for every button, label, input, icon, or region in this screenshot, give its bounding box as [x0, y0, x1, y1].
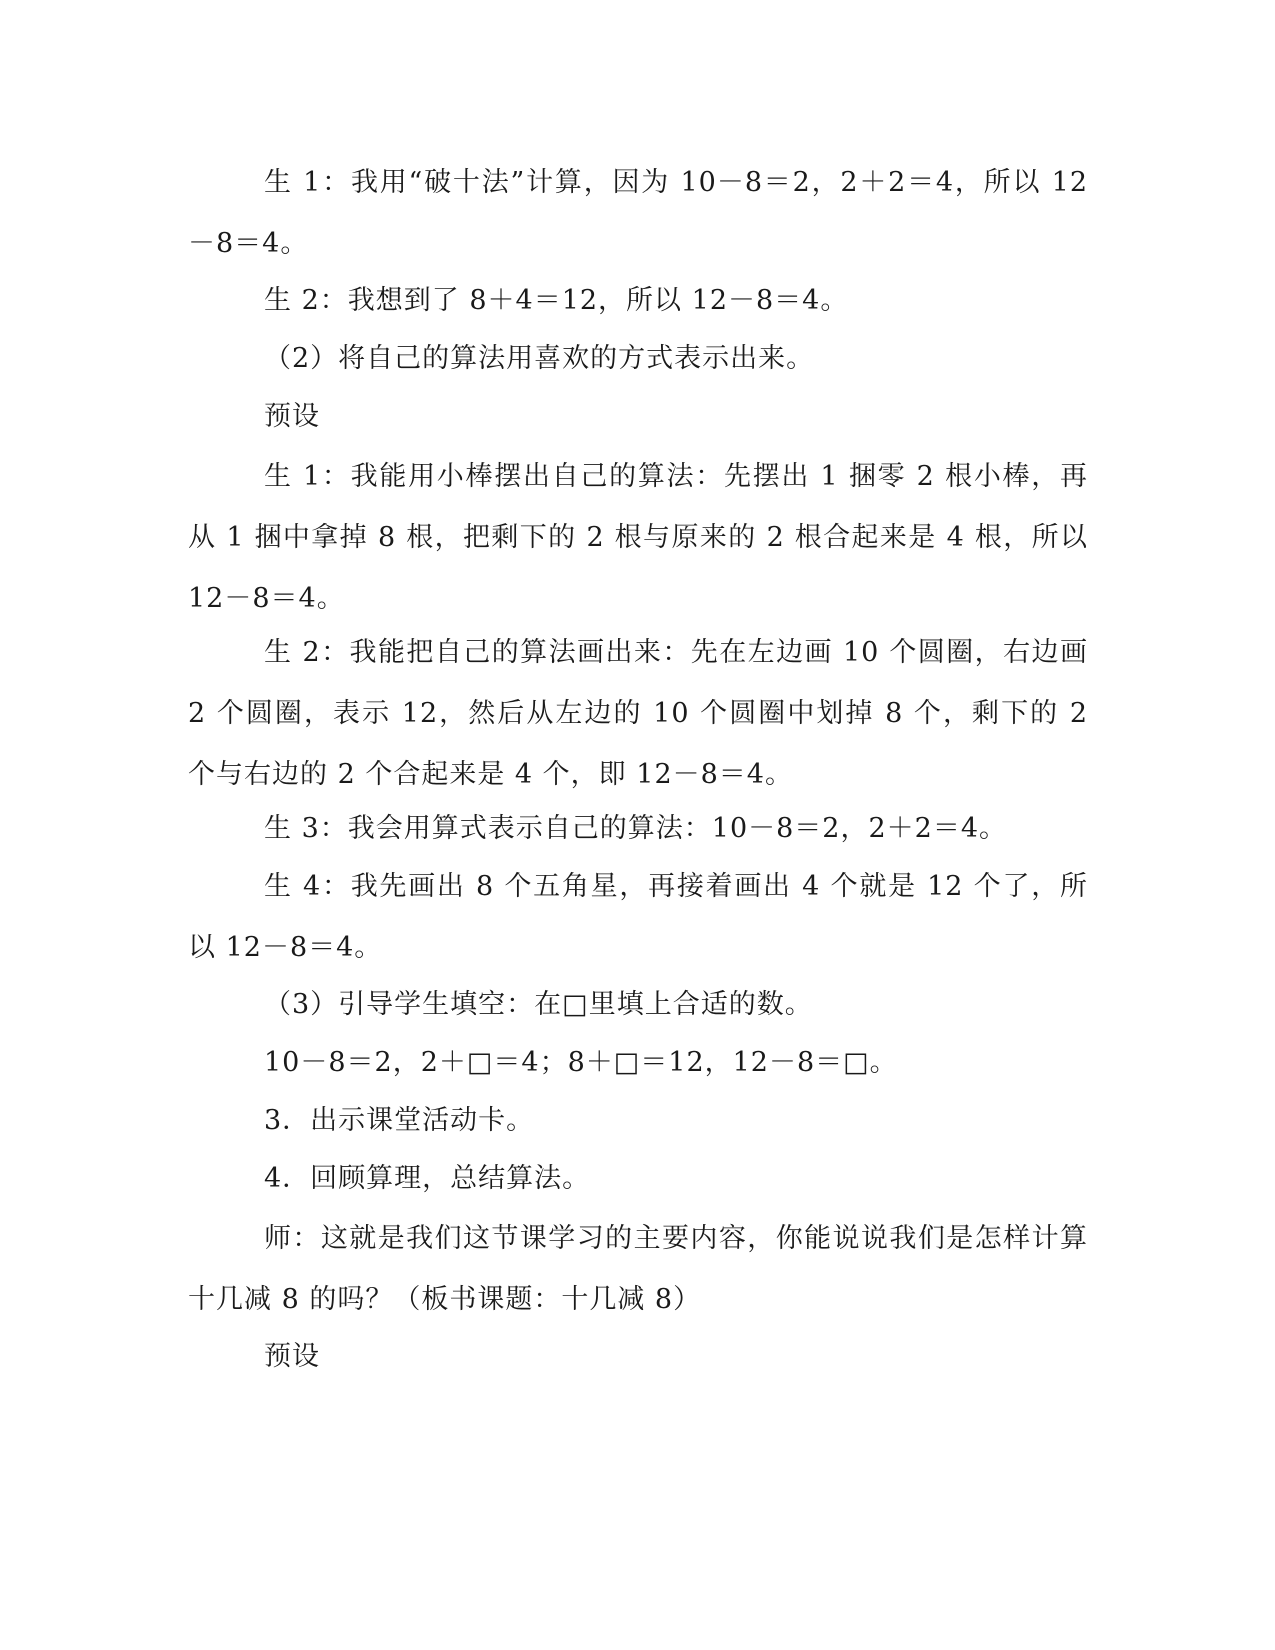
paragraph-student1-break-ten: 生 1：我用“破十法”计算，因为 10－8＝2，2＋2＝4，所以 12－8＝4。 [188, 167, 1088, 259]
paragraph-step2-heading: （2）将自己的算法用喜欢的方式表示出来。 [264, 343, 815, 374]
paragraph-step3-heading: （3）引导学生填空：在□里填上合适的数。 [264, 989, 813, 1020]
paragraph-item3-activity-card: 3．出示课堂活动卡。 [264, 1105, 535, 1136]
paragraph-student4-stars: 生 4：我先画出 8 个五角星，再接着画出 4 个就是 12 个了，所以 12－8＝4。 [188, 871, 1088, 963]
paragraph-student3-equation: 生 3：我会用算式表示自己的算法：10－8＝2，2＋2＝4。 [264, 813, 1008, 844]
paragraph-fill-blanks: 10－8＝2，2＋□＝4；8＋□＝12，12－8＝□。 [264, 1047, 898, 1078]
paragraph-preset-1: 预设 [264, 401, 320, 432]
paragraph-student2-addition: 生 2：我想到了 8＋4＝12，所以 12－8＝4。 [264, 285, 849, 316]
paragraph-item4-review: 4．回顾算理，总结算法。 [264, 1163, 591, 1194]
paragraph-student2-circles: 生 2：我能把自己的算法画出来：先在左边画 10 个圆圈，右边画 2 个圆圈，表示 12，然后从左边的 10 个圆圈中划掉 8 个，剩下的 2 个与右边的 2 个合起来是 4 个，即 12－8＝4。 [188, 637, 1088, 790]
paragraph-student1-sticks: 生 1：我能用小棒摆出自己的算法：先摆出 1 捆零 2 根小棒，再从 1 捆中拿掉 8 根，把剩下的 2 根与原来的 2 根合起来是 4 根，所以 12－8＝4。 [188, 461, 1088, 614]
paragraph-teacher-summary: 师：这就是我们这节课学习的主要内容，你能说说我们是怎样计算十几减 8 的吗？（板书课题：十几减 8） [188, 1223, 1088, 1315]
paragraph-preset-2: 预设 [264, 1341, 320, 1372]
